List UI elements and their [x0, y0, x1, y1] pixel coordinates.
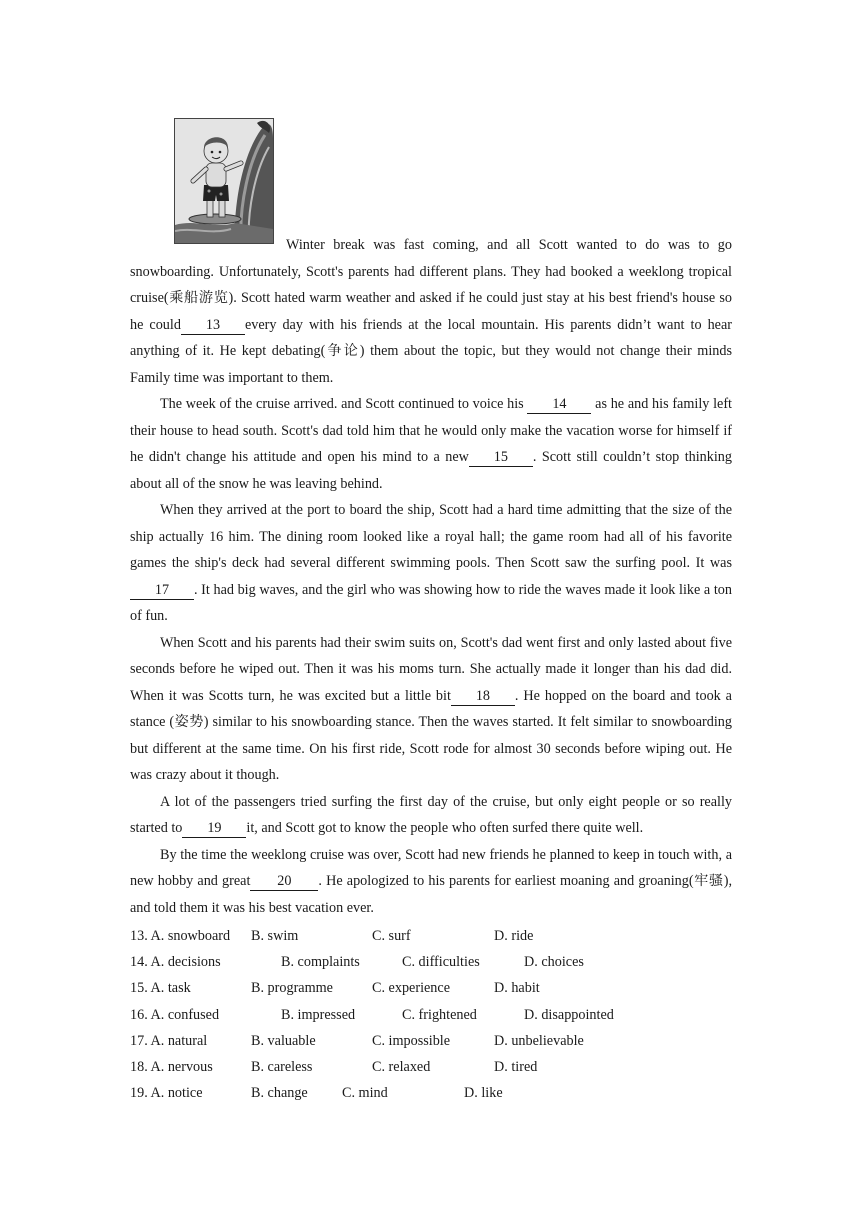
option-d: D. habit: [494, 980, 540, 997]
option-b: B. complaints: [281, 954, 360, 971]
paragraph-text: every day with his friends at the local mountain. His parents didn’t want to hear anything of it. He kept debating(争论) them about the topic, but they would not change their minds Family time was important to them.: [130, 316, 732, 386]
passage-paragraph-3: [130, 497, 732, 630]
option-a: 16. A. confused: [130, 1006, 220, 1023]
option-c: C. impossible: [372, 1032, 451, 1049]
paragraph-text: . He apologized to his parents for earliest moaning and groaning(牢骚), and told them it was his best vacation ever.: [130, 873, 732, 916]
option-d: D. unbelievable: [494, 1032, 584, 1049]
option-d: D. tired: [494, 1058, 538, 1075]
passage-paragraph-6: [130, 842, 732, 922]
paragraph-text: . It had big waves, and the girl who was showing how to ride the waves made it look like a ton of fun.: [130, 581, 732, 624]
paragraph-text: . He hopped on the board and took a stance (姿势) similar to his snowboarding stance. Then the waves started. It felt similar to snowboarding but different at the same time. On his first ride, Scott rode for almost 30 seconds before wiping out. He was crazy about it though.: [130, 687, 732, 783]
option-c: C. surf: [372, 928, 411, 944]
blank-18: 18: [451, 688, 515, 706]
option-c: C. mind: [342, 1085, 388, 1102]
option-b: B. careless: [251, 1058, 313, 1075]
option-c: C. experience: [372, 980, 450, 997]
option-a: 18. A. nervous: [130, 1058, 213, 1075]
passage-paragraph-4: [130, 630, 732, 789]
option-a: 15. A. task: [130, 980, 191, 997]
document-page: [130, 118, 732, 1106]
boy-surfing-wave-illustration: [174, 118, 274, 244]
option-b: B. swim: [251, 928, 299, 944]
option-a: 14. A. decisions: [130, 954, 221, 971]
question-18: [130, 1054, 732, 1080]
option-d: D. choices: [524, 954, 584, 971]
blank-13: 13: [181, 317, 245, 335]
option-d: D. disappointed: [524, 1006, 614, 1023]
blank-17: 17: [130, 582, 194, 600]
option-c: C. relaxed: [372, 1058, 431, 1075]
option-b: B. programme: [251, 980, 333, 997]
option-b: B. impressed: [281, 1006, 356, 1023]
question-16: [130, 1002, 732, 1028]
option-a: 13. A. snowboard: [130, 928, 231, 944]
option-b: B. valuable: [251, 1032, 316, 1049]
paragraph-text: it, and Scott got to know the people who often surfed there quite well.: [246, 820, 644, 836]
option-c: C. difficulties: [402, 954, 480, 971]
paragraph-text: as he and his family left their house to head south. Scott's dad told him that he would only make the vacation worse for himself if he didn't change his attitude and open his mind to a new: [130, 396, 732, 465]
paragraph-text: When they arrived at the port to board the ship, Scott had a hard time admitting that the size of the ship actually 16 him. The dining room looked like a royal hall; the game room had all of his favorite games the ship's deck had several different swimming pools. Then Scott saw the surfing pool. It was: [130, 502, 732, 571]
paragraph-text: By the time the weeklong cruise was over, Scott had new friends he planned to keep in touch with, a new hobby and great: [130, 846, 732, 889]
blank-15: 15: [469, 449, 533, 467]
question-options: [130, 923, 732, 1106]
option-b: B. change: [251, 1085, 308, 1102]
paragraph-text: . Scott still couldn’t stop thinking about all of the snow he was leaving behind.: [130, 449, 732, 492]
option-a: 19. A. notice: [130, 1085, 203, 1102]
option-d: D. ride: [494, 928, 534, 944]
passage-paragraph-5: [130, 789, 732, 842]
question-19: [130, 1080, 732, 1106]
paragraph-text: Winter break was fast coming, and all Scott wanted to do was to go snowboarding. Unfortunately, Scott's parents had different plans. They had booked a weeklong tropical cruise(乘船游览). Scott hated warm weather and asked if he could just stay at his best friend's house so he could: [130, 237, 732, 333]
passage-paragraph-2: [130, 391, 732, 497]
blank-14: 14: [527, 396, 591, 414]
paragraph-text: When Scott and his parents had their swim suits on, Scott's dad went first and only lasted about five seconds before he wiped out. Then it was his moms turn. She actually made it longer than his dad did. When it was Scotts turn, he was excited but a little bit: [130, 634, 732, 704]
surfing-boy-icon: [175, 119, 273, 243]
question-14: [130, 949, 732, 975]
question-13: [130, 923, 732, 949]
option-c: C. frightened: [402, 1006, 477, 1023]
paragraph-text: A lot of the passengers tried surfing the first day of the cruise, but only eight people or so really started to: [130, 793, 732, 836]
question-15: [130, 975, 732, 1001]
blank-20: 20: [250, 873, 318, 891]
option-a: 17. A. natural: [130, 1032, 208, 1049]
paragraph-text: The week of the cruise arrived. and Scott continued to voice his: [160, 396, 524, 412]
option-d: D. like: [464, 1085, 503, 1102]
question-17: [130, 1028, 732, 1054]
blank-19: 19: [182, 820, 246, 838]
